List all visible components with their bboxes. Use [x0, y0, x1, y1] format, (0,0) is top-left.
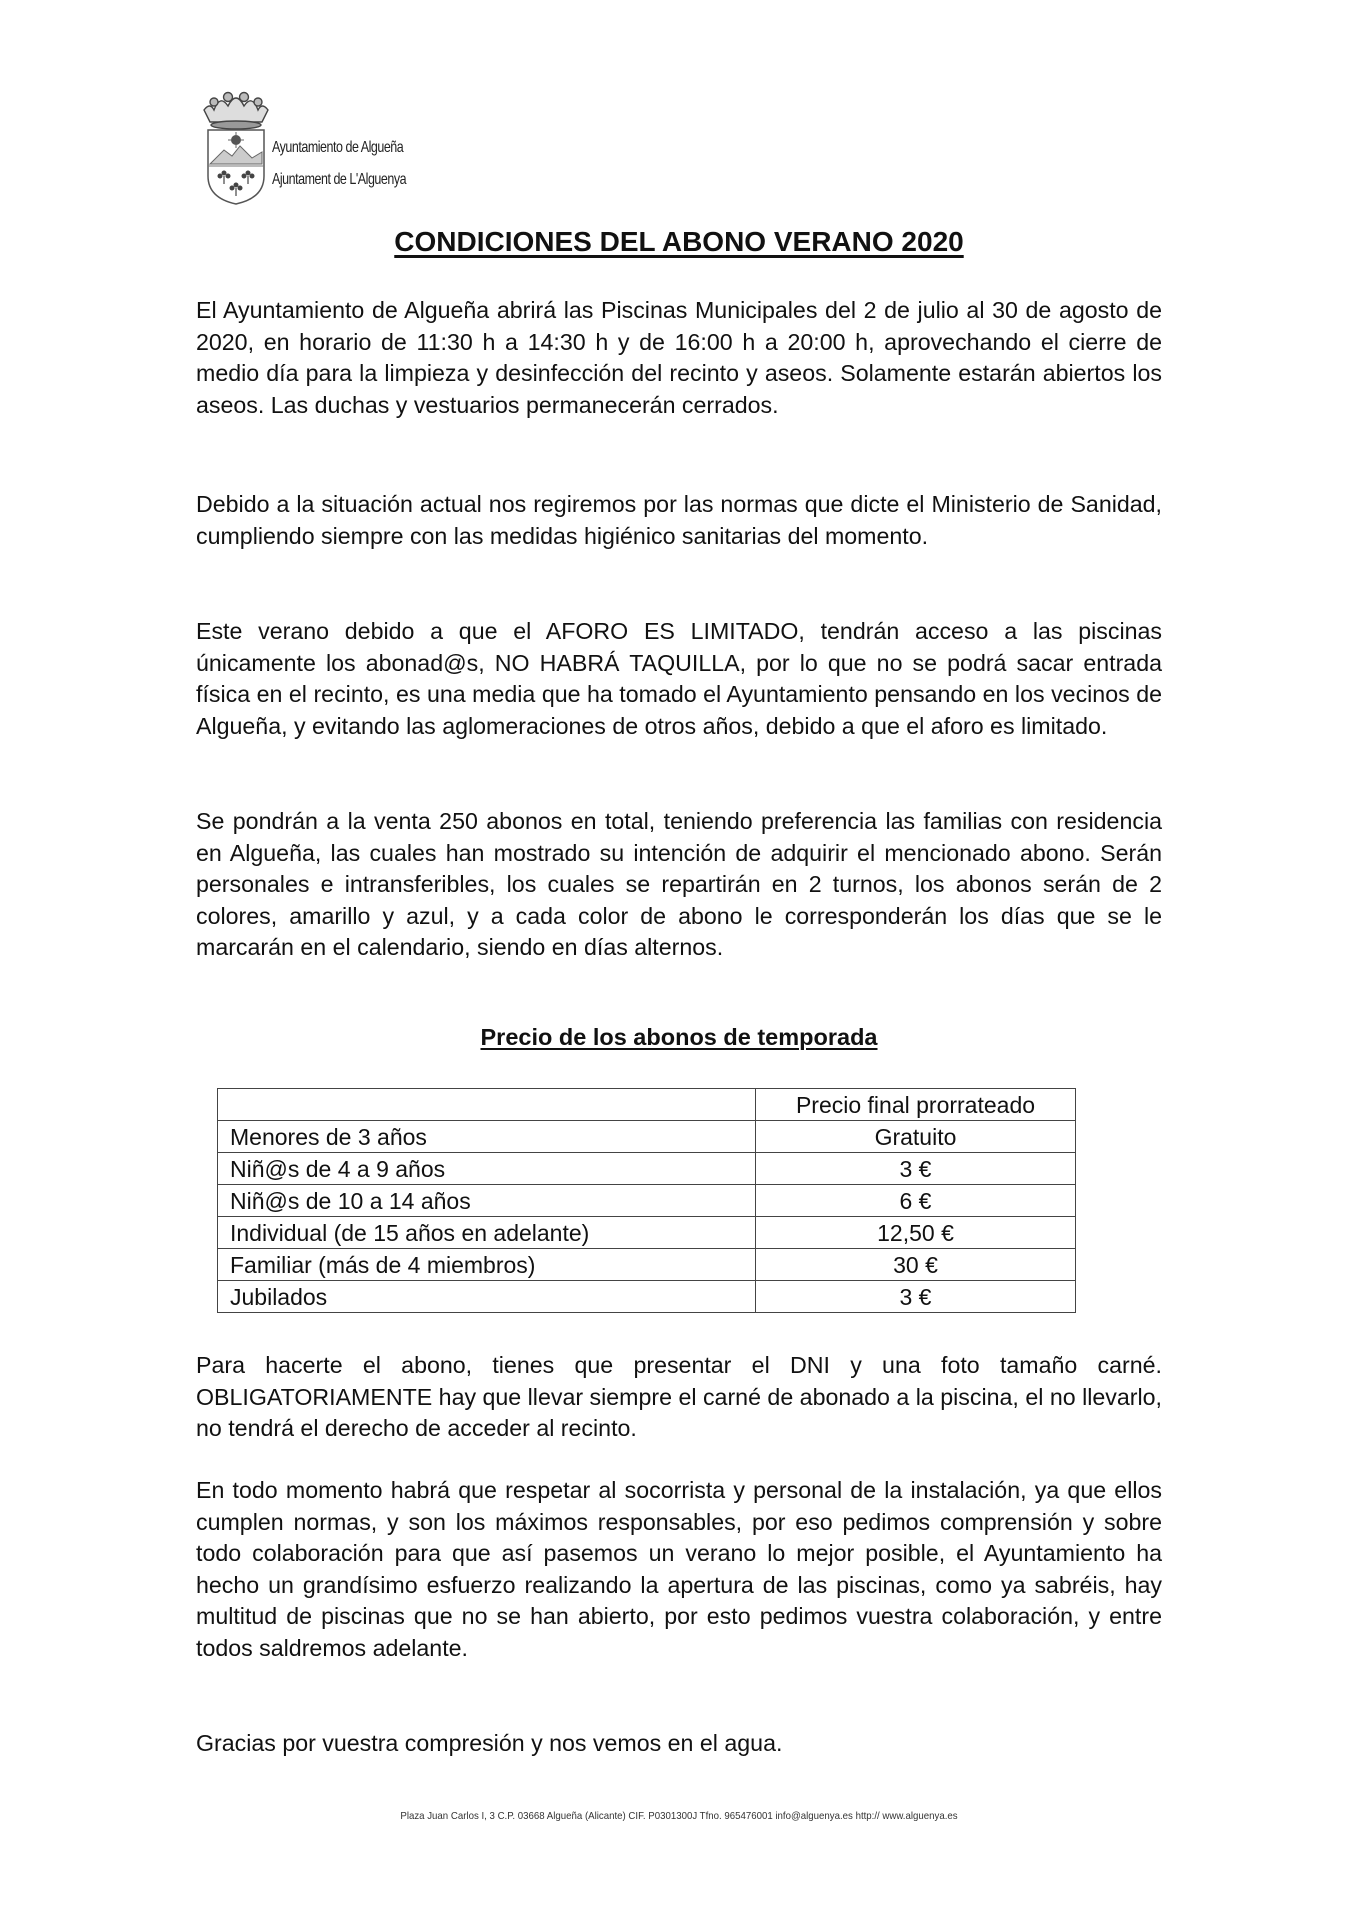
paragraph-limited-capacity: Este verano debido a que el AFORO ES LIMITADO, tendrán acceso a las piscinas únicamente los abonad@s, NO HABRÁ TAQUILLA, por lo que no se podrá sacar entrada física en el recinto, es una media que ha tomado el Ayuntamiento pensando en los vecinos de Algueña, y evitando las aglomeraciones de otros años, debido a que el aforo es limitado. [196, 618, 1162, 739]
category-cell: Niñ@s de 10 a 14 años [218, 1185, 756, 1217]
category-cell: Menores de 3 años [218, 1121, 756, 1153]
table-row [218, 1185, 1076, 1217]
table-header-cell: Precio final prorrateado [756, 1089, 1076, 1121]
paragraph-pass-sale: Se pondrán a la venta 250 abonos en total, teniendo preferencia las familias con residencia en Algueña, las cuales han mostrado su intención de adquirir el mencionado abono. Serán personales e intransferibles, los cuales se repartirán en 2 turnos, los abonos serán de 2 colores, amarillo y azul, y a cada color de abono le corresponderán los días que se le marcarán en el calendario, siendo en días alternos. [196, 808, 1162, 961]
price-cell: 3 € [756, 1281, 1076, 1313]
price-table-title: Precio de los abonos de temporada [480, 1024, 878, 1050]
table-row [218, 1217, 1076, 1249]
footer-contact: Plaza Juan Carlos I, 3 C.P. 03668 Algueña (Alicante) CIF. P0301300J Tfno. 965476001 info@alguenya.es http:// www.alguenya.es [400, 1810, 958, 1822]
table-header-cell [218, 1089, 756, 1121]
price-cell: 12,50 € [756, 1217, 1076, 1249]
price-cell: 3 € [756, 1153, 1076, 1185]
price-cell: 30 € [756, 1249, 1076, 1281]
paragraph-respect-staff: En todo momento habrá que respetar al socorrista y personal de la instalación, ya que ellos cumplen normas, y son los máximos responsables, por eso pedimos comprensión y sobre todo colaboración para que así pasemos un verano lo mejor posible, el Ayuntamiento ha hecho un grandísimo esfuerzo realizando la apertura de las piscinas, como ya sabréis, hay multitud de piscinas que no se han abierto, por esto pedimos vuestra colaboración, y entre todos saldremos adelante. [196, 1477, 1162, 1661]
category-cell: Jubilados [218, 1281, 756, 1313]
table-row [218, 1281, 1076, 1313]
category-cell: Familiar (más de 4 miembros) [218, 1249, 756, 1281]
table-row [218, 1249, 1076, 1281]
table-row [218, 1121, 1076, 1153]
price-cell: 6 € [756, 1185, 1076, 1217]
municipality-logo [200, 88, 410, 206]
paragraph-schedule: El Ayuntamiento de Algueña abrirá las Piscinas Municipales del 2 de julio al 30 de agosto de 2020, en horario de 11:30 h a 14:30 h y de 16:00 h a 20:00 h, aprovechando el cierre de medio día para la limpieza y desinfección del recinto y aseos. Solamente estarán abiertos los aseos. Las duchas y vestuarios permanecerán cerrados. [196, 297, 1162, 418]
document-title: CONDICIONES DEL ABONO VERANO 2020 [394, 226, 964, 257]
price-cell: Gratuito [756, 1121, 1076, 1153]
logo-name-valencian: Ajuntament de L'Alguenya [272, 171, 407, 188]
coat-of-arms-icon [200, 88, 272, 206]
paragraph-requirements: Para hacerte el abono, tienes que presentar el DNI y una foto tamaño carné. OBLIGATORIAMENTE hay que llevar siempre el carné de abonado a la piscina, el no llevarlo, no tendrá el derecho de acceder al recinto. [196, 1352, 1162, 1442]
paragraph-health-rules: Debido a la situación actual nos regiremos por las normas que dicte el Ministerio de Sanidad, cumpliendo siempre con las medidas higiénico sanitarias del momento. [196, 491, 1162, 549]
price-table [217, 1088, 1076, 1313]
logo-name-spanish: Ayuntamiento de Algueña [272, 139, 404, 156]
paragraph-closing: Gracias por vuestra compresión y nos vemos en el agua. [196, 1730, 783, 1756]
category-cell: Individual (de 15 años en adelante) [218, 1217, 756, 1249]
table-row [218, 1153, 1076, 1185]
category-cell: Niñ@s de 4 a 9 años [218, 1153, 756, 1185]
table-header-row [218, 1089, 1076, 1121]
